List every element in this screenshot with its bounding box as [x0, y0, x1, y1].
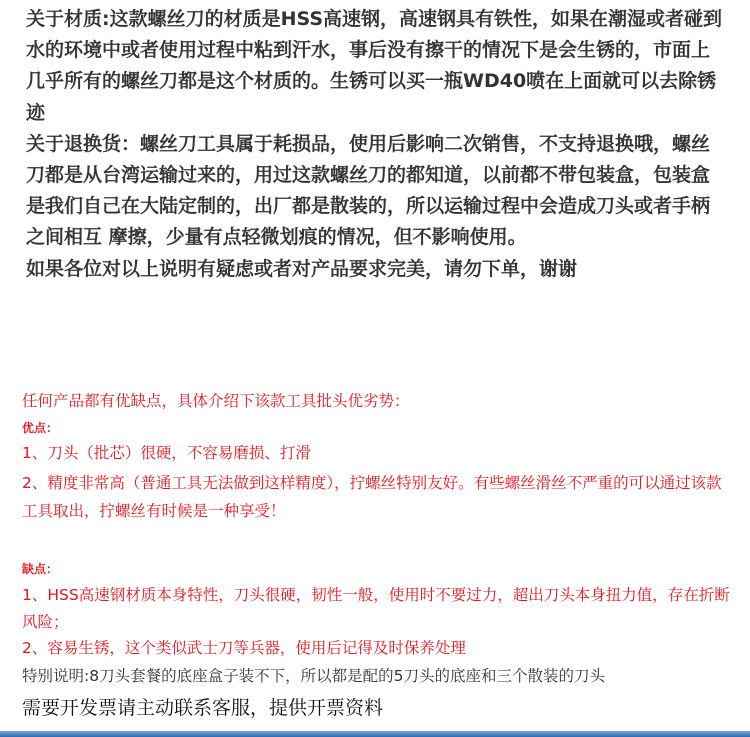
- material-paragraph: 关于材质:这款螺丝刀的材质是HSS高速钢，高速钢具有铁性，如果在潮湿或者碰到水的环境中或者使用过程中粘到汗水，事后没有擦干的情况下是会生锈的，市面上几乎所有的螺丝刀都是这个材质的。生锈可以买一瓶WD40喷在上面就可以去除锈迹: [26, 8, 723, 124]
- cons-heading: 缺点：: [22, 562, 59, 576]
- invoice-note: 需要开发票请主动联系客服，提供开票资料: [22, 697, 384, 719]
- pros-item-1: 1、刀头（批芯）很硬，不容易磨损、打滑: [22, 444, 311, 462]
- pros-cons-intro: 任何产品都有优缺点，具体介绍下该款工具批头优劣势：: [22, 392, 410, 410]
- pros-item-2: 2、精度非常高（普通工具无法做到这样精度），拧螺丝特别友好。有些螺丝滑丝不严重的可以通过该款工具取出，拧螺丝有时候是一种享受！: [22, 474, 722, 520]
- cons-item-2: 2、容易生锈，这个类似武士刀等兵器，使用后记得及时保养处理: [22, 639, 466, 657]
- cons-item-1: 1、HSS高速钢材质本身特性，刀头很硬，韧性一般，使用时不要过力，超出刀头本身扭力值，存在折断风险；: [22, 586, 730, 631]
- notice-block: [26, 4, 726, 285]
- closing-paragraph: 如果各位对以上说明有疑虑或者对产品要求完美，请勿下单，谢谢: [26, 257, 578, 280]
- bottom-divider-bar: [0, 731, 750, 737]
- special-note: 特别说明:8刀头套餐的底座盒子装不下，所以都是配的5刀头的底座和三个散装的刀头: [22, 667, 605, 685]
- returns-paragraph: 关于退换货：螺丝刀工具属于耗损品，使用后影响二次销售，不支持退换哦，螺丝刀都是从台湾运输过来的，用过这款螺丝刀的都知道，以前都不带包装盒，包装盒是我们自己在大陆定制的，出厂都是散装的，所以运输过程中会造成刀头或者手柄之间相互 摩擦，少量有点轻微划痕的情况，但不影响使用。: [26, 132, 711, 249]
- pros-heading: 优点：: [22, 421, 59, 435]
